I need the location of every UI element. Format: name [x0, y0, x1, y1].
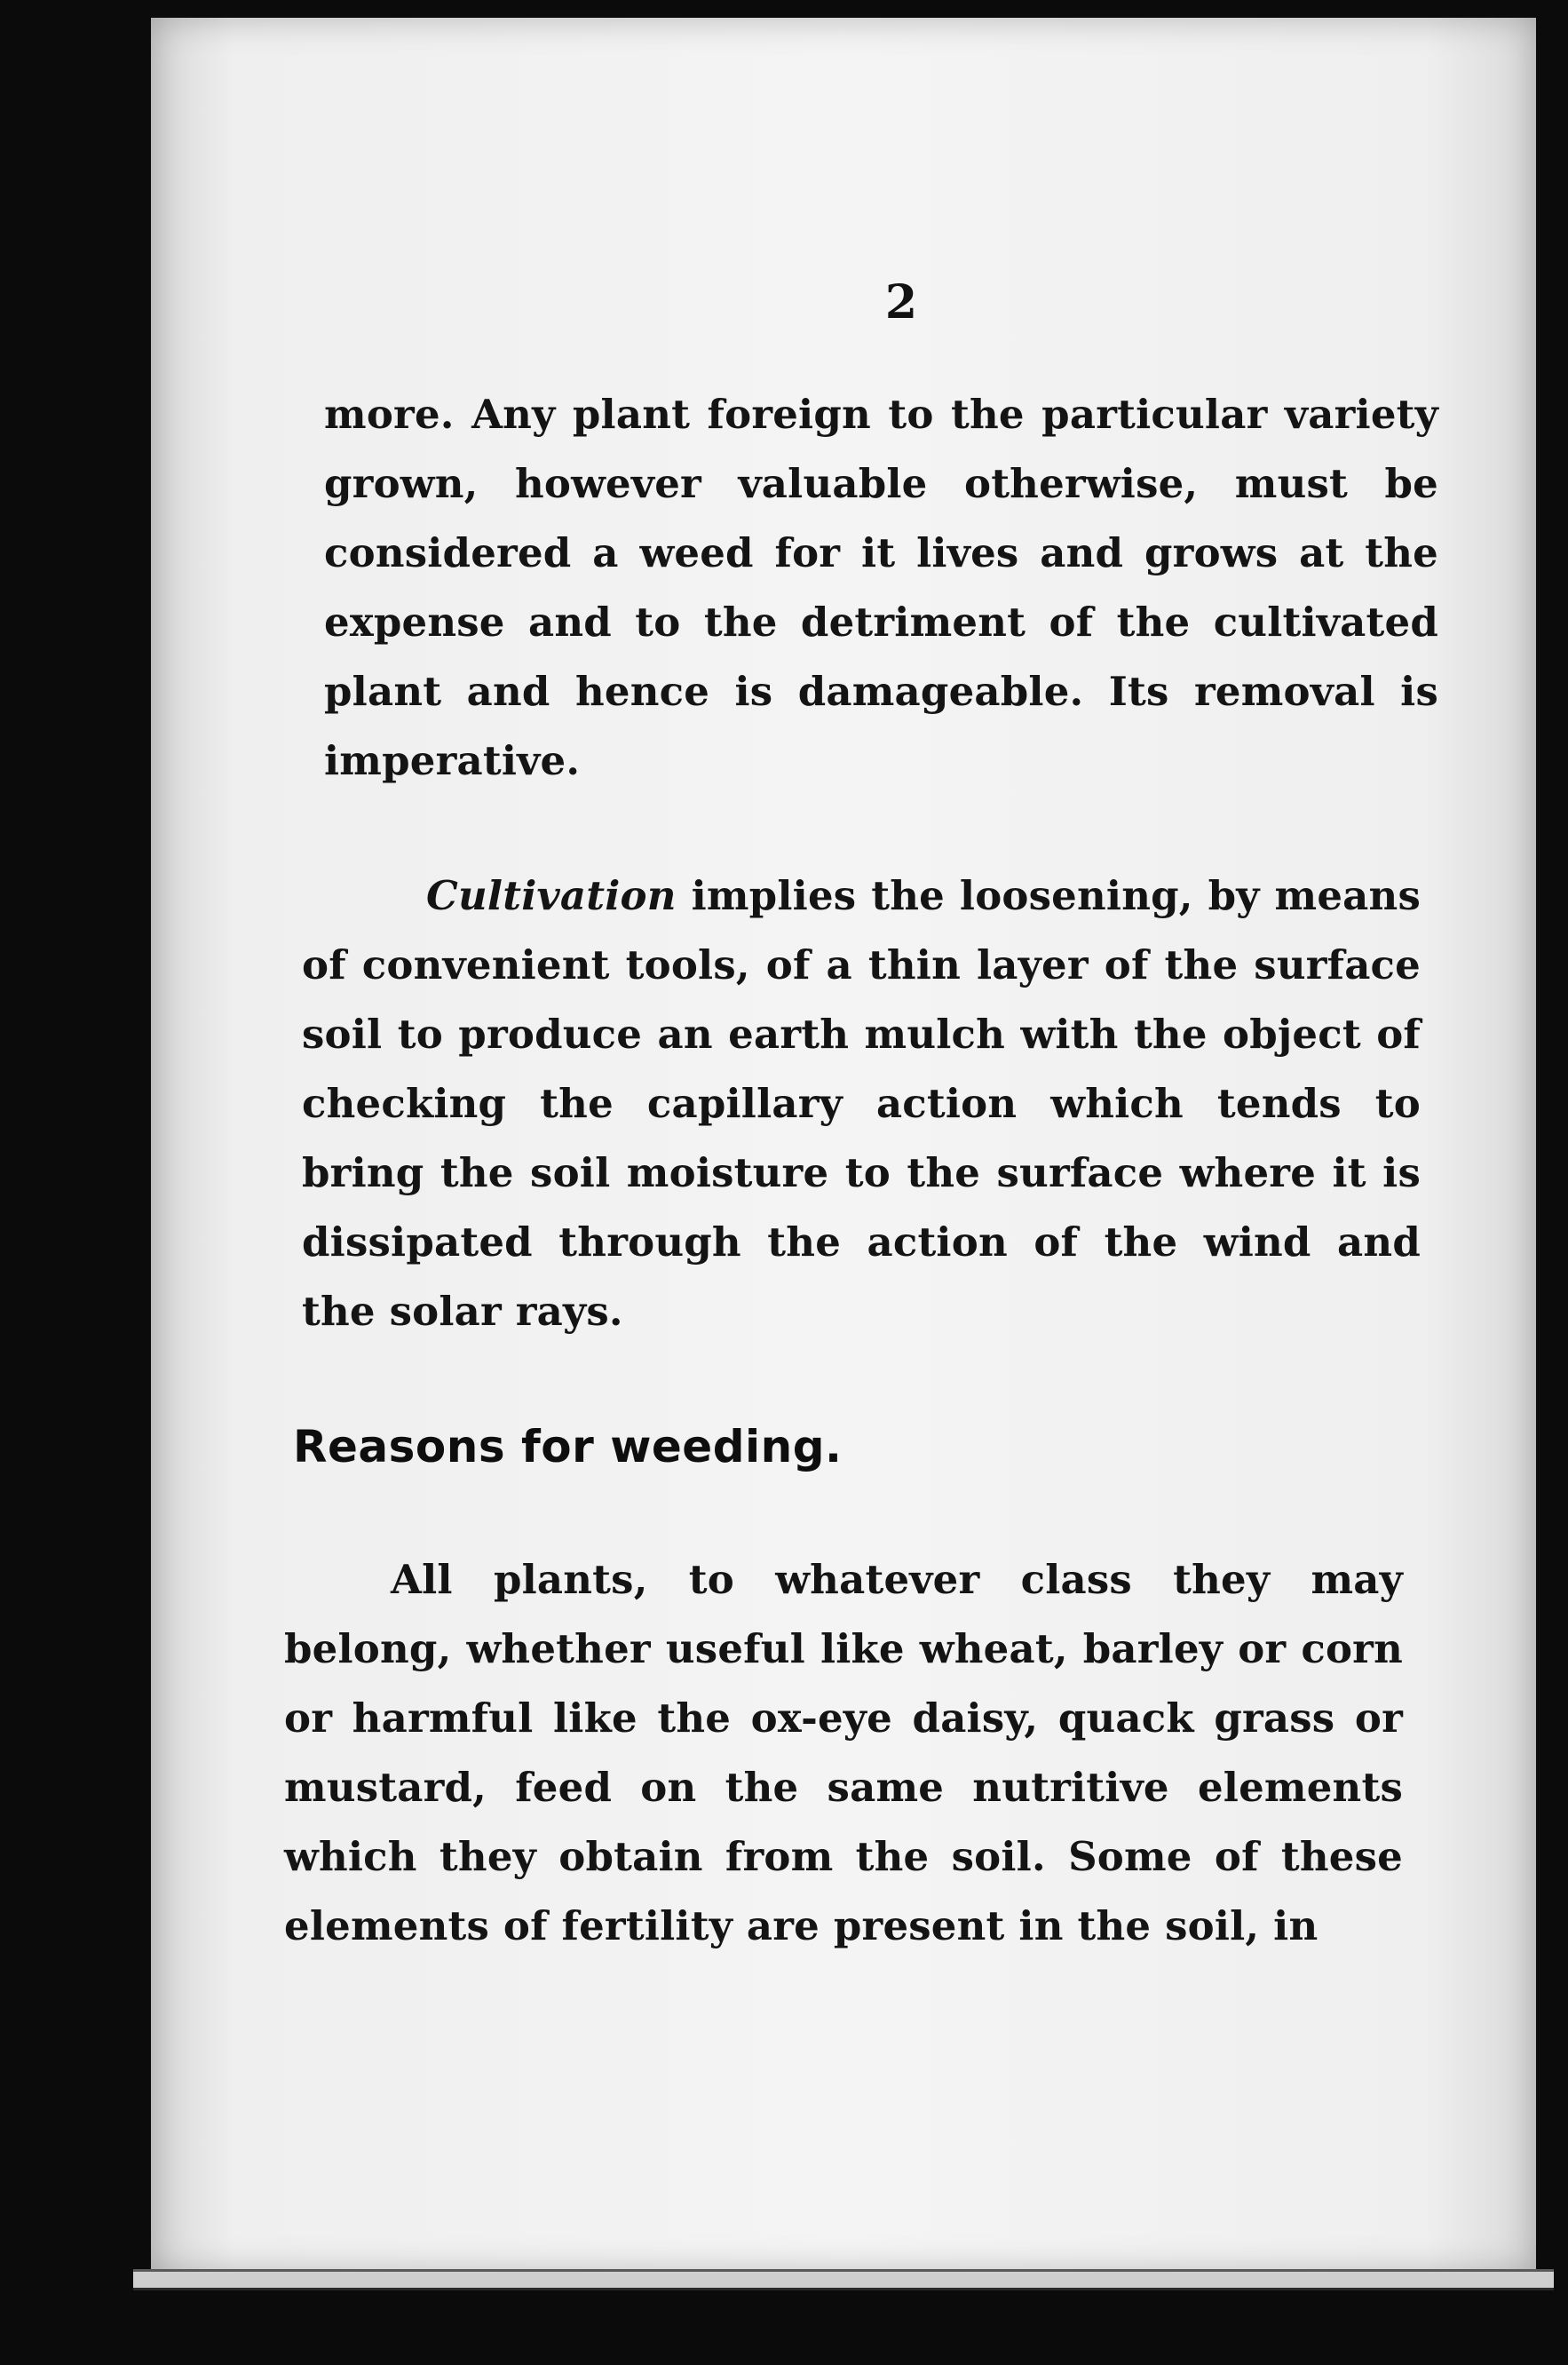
section-heading: Reasons for weeding. — [293, 1421, 843, 1472]
paragraph-reasons: All plants, to whatever class they may belong, whether useful like wheat, barley or corn or harmful like the ox-eye daisy, quack grass or mustard, feed on the same nutritive elements which they obtain from the soil. Some of these elements of fertility are present in the soil, in — [284, 1556, 1403, 1949]
term-cultivation: Cultivation — [426, 872, 677, 919]
paragraph-weed-definition: more. Any plant foreign to the particular variety grown, however valuable otherwise, must be considered a weed for it lives and grows at the expense and to the detriment of the cultivated plant and hence is damageable. Its removal is imperative. — [324, 391, 1438, 784]
cultivation-definition: implies the loosening, by means of convenient tools, of a thin layer of the surface soil to produce an earth mulch with the object of checking the capillary action which tends to bring the soil moisture to the surface where it is dissipated through the action of the wind and the solar rays. — [302, 872, 1421, 1335]
paragraph-cultivation — [302, 861, 1421, 1346]
page-bottom-edge — [133, 2269, 1554, 2290]
page-number: 2 — [884, 275, 918, 329]
